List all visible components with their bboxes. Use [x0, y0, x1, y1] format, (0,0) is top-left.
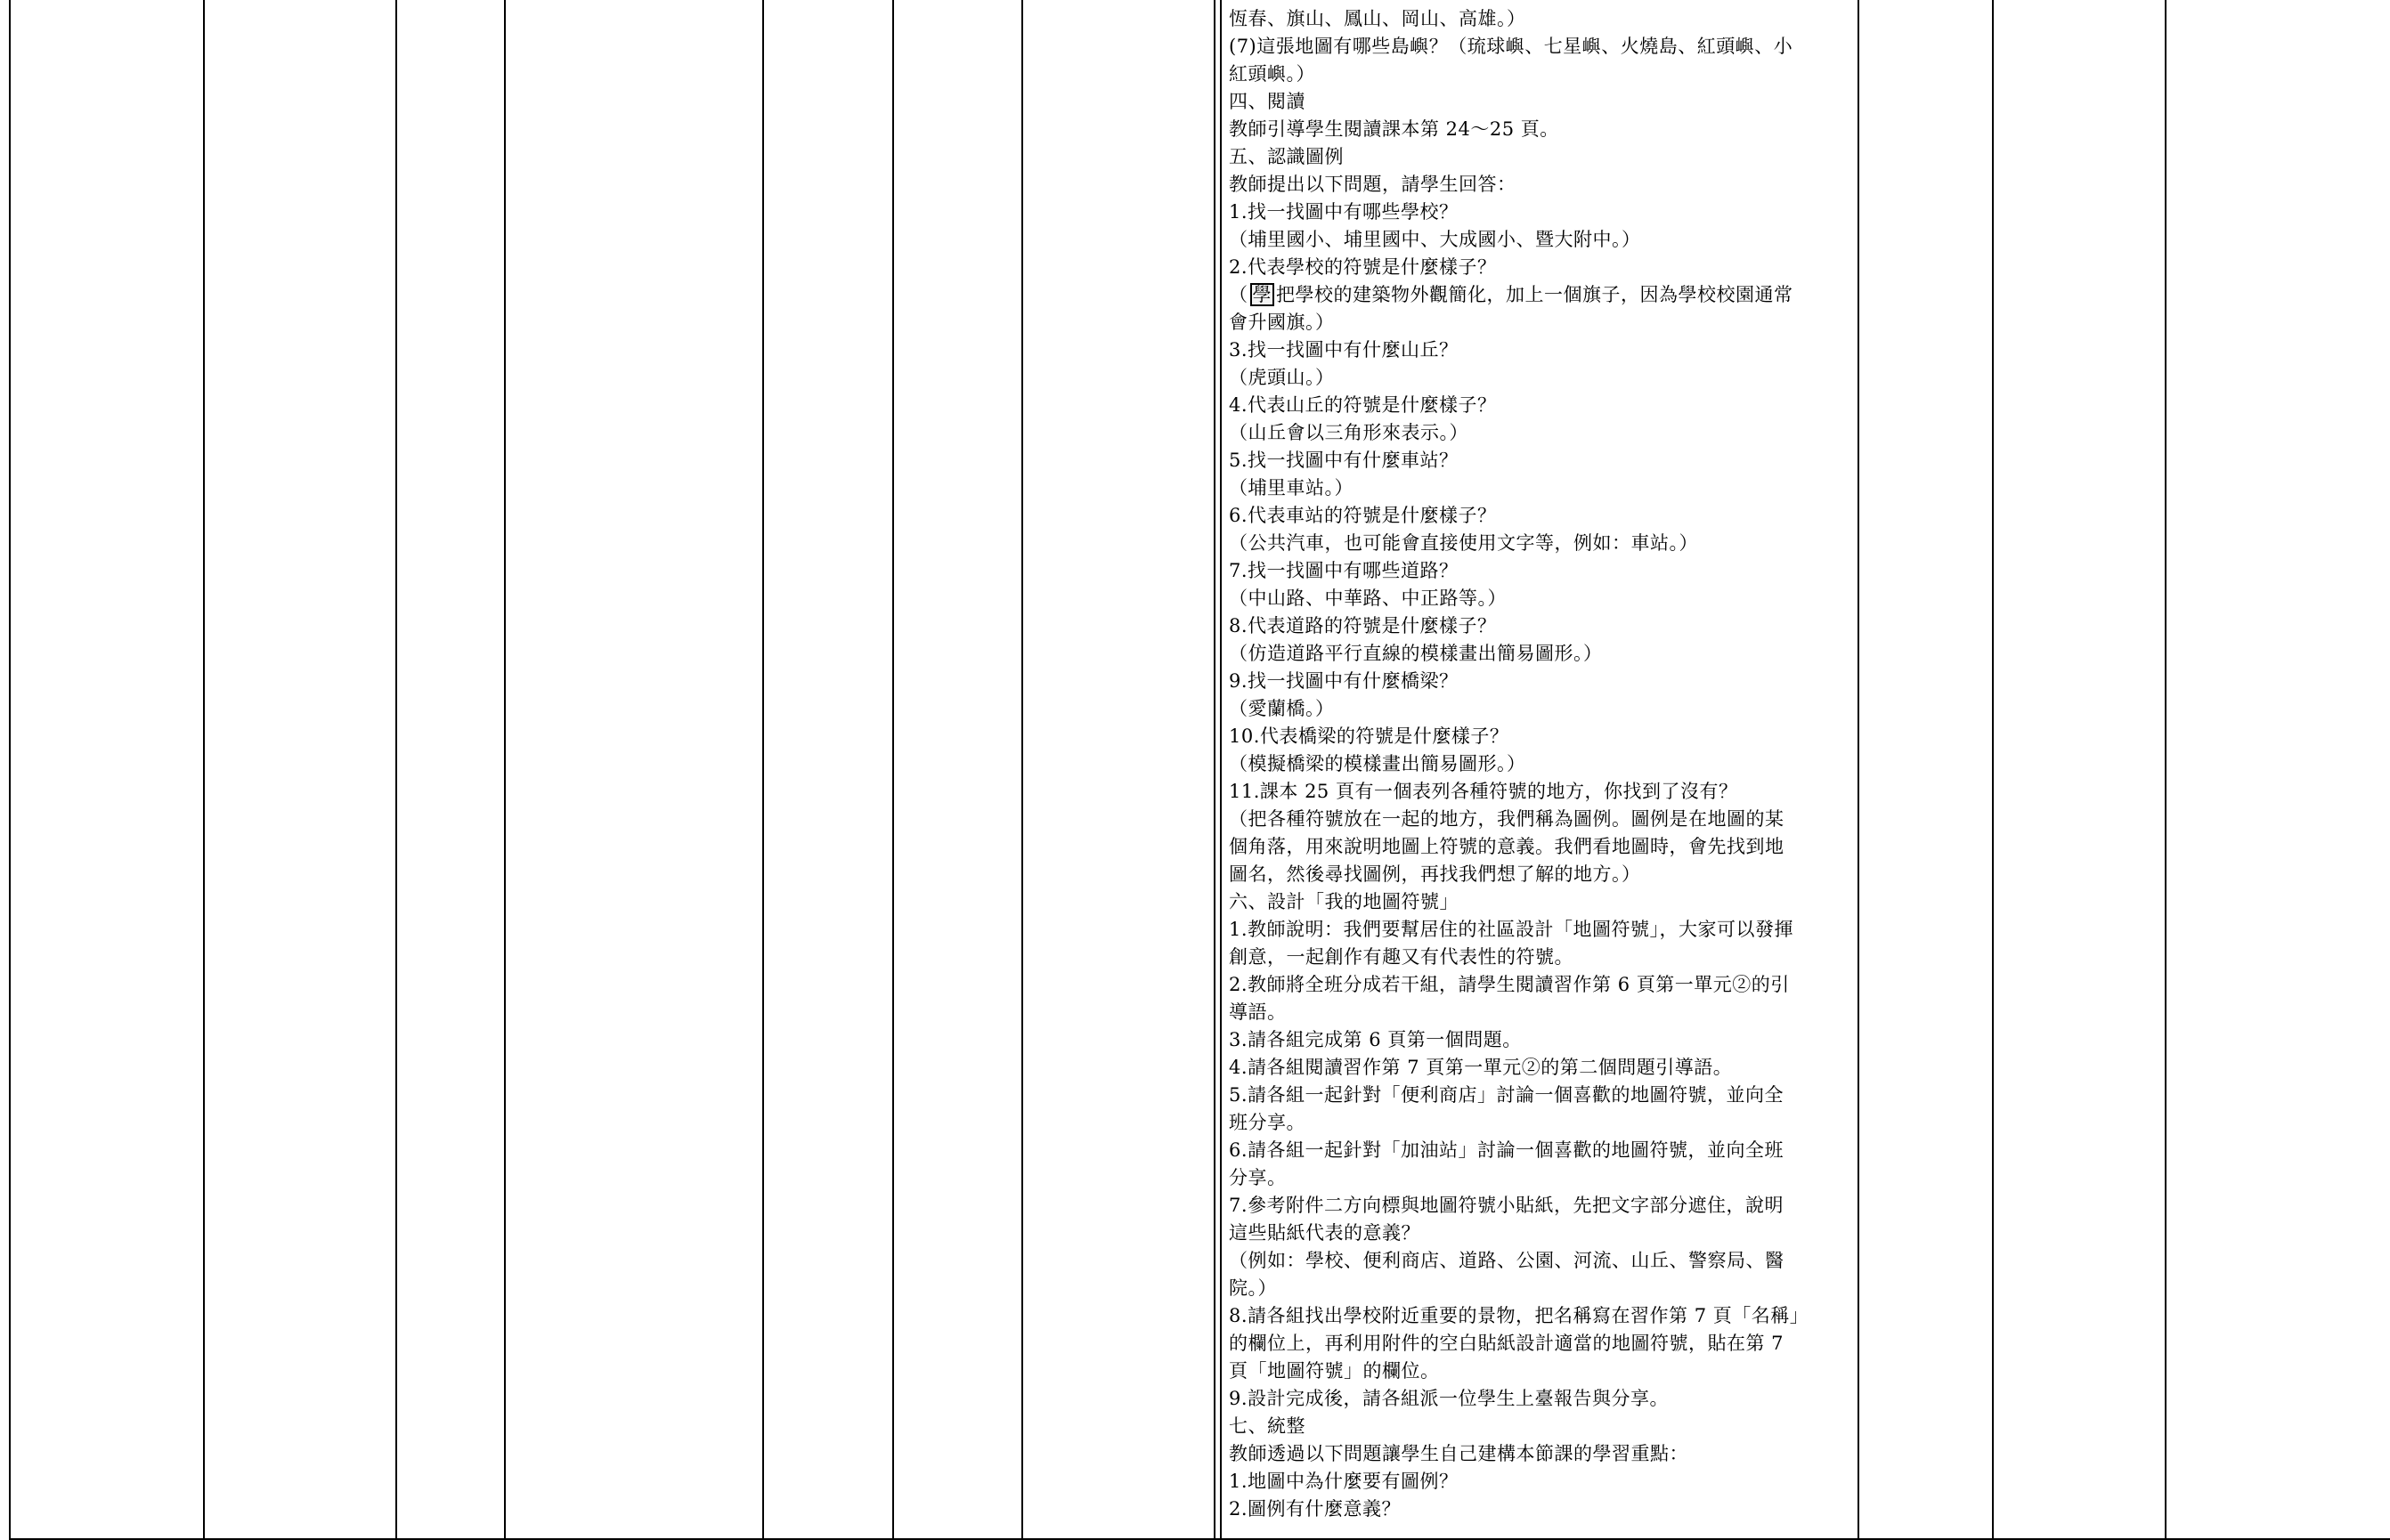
step-line: 1.教師說明：我們要幫居住的社區設計「地圖符號」，大家可以發揮 [1229, 919, 1794, 940]
question-line: 7.找一找圖中有哪些道路？ [1229, 560, 1459, 581]
text-line: 院。） [1229, 1277, 1277, 1299]
question-line: 4.代表山丘的符號是什麼樣子？ [1229, 394, 1497, 416]
table-column-divider [762, 0, 764, 1540]
question-line: 8.代表道路的符號是什麼樣子？ [1229, 615, 1497, 636]
answer-line: （埔里國小、埔里國中、大成國小、暨大附中。） [1229, 229, 1641, 250]
question-line: 3.找一找圖中有什麼山丘？ [1229, 339, 1459, 361]
step-line: 7.參考附件二方向標與地圖符號小貼紙，先把文字部分遮住，說明 [1229, 1195, 1784, 1216]
question-line: 2.代表學校的符號是什麼樣子？ [1229, 256, 1497, 278]
question-line: 6.代表車站的符號是什麼樣子？ [1229, 505, 1497, 526]
answer-line: （愛蘭橋。） [1229, 698, 1335, 719]
answer-line: （模擬橋梁的模樣畫出簡易圖形。） [1229, 753, 1526, 774]
table-column-divider [2165, 0, 2166, 1540]
symbol-explanation: 把學校的建築物外觀簡化，加上一個旗子，因為學校校園通常 [1276, 284, 1793, 305]
table-column-divider [1992, 0, 1994, 1540]
step-line: 2.教師將全班分成若干組，請學生閱讀習作第 6 頁第一單元②的引 [1229, 974, 1790, 995]
text-line: 會升國旗。） [1229, 312, 1335, 333]
text-line: 恆春、旗山、鳳山、岡山、高雄。） [1229, 8, 1526, 29]
answer-line: （仿造道路平行直線的模樣畫出簡易圖形。） [1229, 643, 1603, 664]
text-line: 教師引導學生閱讀課本第 24～25 頁。 [1229, 118, 1559, 140]
table-column-divider [1220, 0, 1222, 1540]
table-column-divider [1214, 0, 1215, 1540]
question-line: 1.找一找圖中有哪些學校？ [1229, 201, 1459, 223]
open-paren: （ [1229, 284, 1248, 305]
answer-line: （山丘會以三角形來表示。） [1229, 422, 1468, 443]
table-column-divider [203, 0, 205, 1540]
school-map-symbol-icon: 學 [1250, 283, 1275, 306]
question-line: 10.代表橋梁的符號是什麼樣子？ [1229, 725, 1509, 747]
table-column-divider [892, 0, 894, 1540]
text-line: 紅頭嶼。） [1229, 63, 1315, 85]
lesson-activity-text [1229, 5, 1852, 1523]
text-line: 分享。 [1229, 1167, 1287, 1188]
question-line: 9.找一找圖中有什麼橋梁？ [1229, 670, 1459, 692]
table-column-divider [395, 0, 397, 1540]
text-line: 的欄位上，再利用附件的空白貼紙設計適當的地圖符號，貼在第 7 [1229, 1333, 1784, 1354]
table-column-divider [1021, 0, 1023, 1540]
section-heading-summary: 七、統整 [1229, 1415, 1305, 1437]
step-line: 3.請各組完成第 6 頁第一個問題。 [1229, 1029, 1522, 1050]
step-line: 8.請各組找出學校附近重要的景物，把名稱寫在習作第 7 頁「名稱」 [1229, 1305, 1809, 1326]
text-line: 圖名，然後尋找圖例，再找我們想了解的地方。） [1229, 863, 1641, 885]
text-line: 教師透過以下問題讓學生自己建構本節課的學習重點： [1229, 1443, 1688, 1464]
text-line: 班分享。 [1229, 1112, 1305, 1133]
step-line: 9.設計完成後，請各組派一位學生上臺報告與分享。 [1229, 1388, 1670, 1409]
answer-line: （例如：學校、便利商店、道路、公園、河流、山丘、警察局、醫 [1229, 1250, 1784, 1271]
table-column-divider [504, 0, 506, 1540]
answer-line: （把各種符號放在一起的地方，我們稱為圖例。圖例是在地圖的某 [1229, 808, 1784, 830]
question-line: 5.找一找圖中有什麼車站？ [1229, 450, 1459, 471]
answer-line: （虎頭山。） [1229, 367, 1335, 388]
section-heading-design: 六、設計「我的地圖符號」 [1229, 891, 1459, 912]
answer-line: （中山路、中華路、中正路等。） [1229, 588, 1507, 609]
step-line: 6.請各組一起針對「加油站」討論一個喜歡的地圖符號，並向全班 [1229, 1139, 1784, 1161]
step-line: 5.請各組一起針對「便利商店」討論一個喜歡的地圖符號，並向全 [1229, 1084, 1784, 1106]
step-line: 4.請各組閱讀習作第 7 頁第一單元②的第二個問題引導語。 [1229, 1057, 1733, 1078]
text-line: 導語。 [1229, 1001, 1287, 1023]
section-heading-legend: 五、認識圖例 [1229, 146, 1344, 167]
text-line: 這些貼紙代表的意義？ [1229, 1222, 1420, 1244]
question-line: 1.地圖中為什麼要有圖例？ [1229, 1471, 1459, 1492]
section-heading-reading: 四、閱讀 [1229, 91, 1305, 112]
answer-line: （公共汽車，也可能會直接使用文字等，例如：車站。） [1229, 532, 1698, 554]
text-line: (7)這張地圖有哪些島嶼？（琉球嶼、七星嶼、火燒島、紅頭嶼、小 [1229, 36, 1793, 57]
text-line: 創意，一起創作有趣又有代表性的符號。 [1229, 946, 1573, 968]
text-line: 頁「地圖符號」的欄位。 [1229, 1360, 1440, 1382]
answer-line: （埔里車站。） [1229, 477, 1354, 498]
text-line: 個角落，用來說明地圖上符號的意義。我們看地圖時，會先找到地 [1229, 836, 1784, 857]
table-column-divider [1858, 0, 1859, 1540]
table-border-left [9, 0, 11, 1540]
text-line: 教師提出以下問題，請學生回答： [1229, 174, 1516, 195]
answer-line-with-symbol [1229, 281, 1852, 309]
question-line: 2.圖例有什麼意義？ [1229, 1498, 1402, 1520]
question-line: 11.課本 25 頁有一個表列各種符號的地方，你找到了沒有？ [1229, 781, 1738, 802]
